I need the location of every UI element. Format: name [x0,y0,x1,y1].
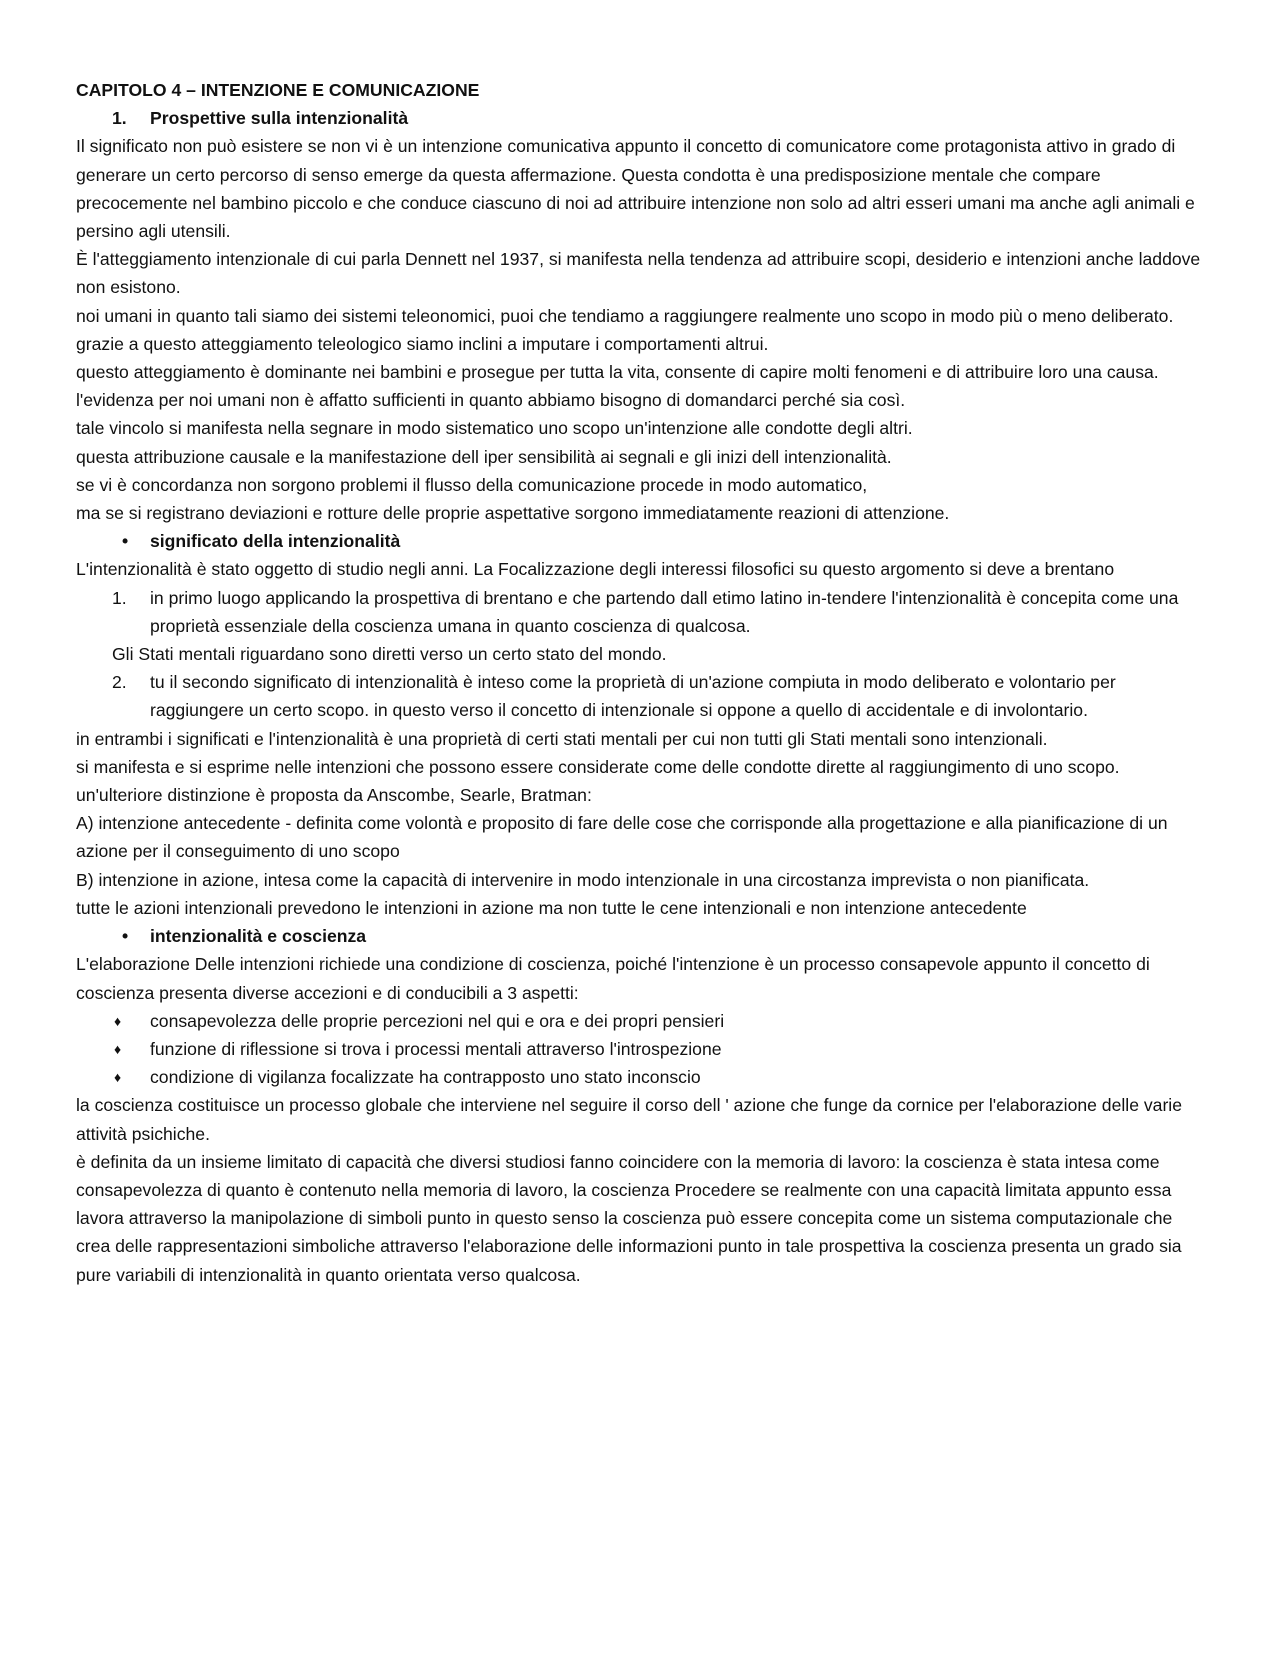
diamond-list-item [76,1035,1210,1063]
list-item-text: consapevolezza delle proprie percezioni nel qui e ora e dei propri pensieri [150,1010,725,1031]
paragraph: l'evidenza per noi umani non è affatto sufficienti in quanto abbiamo bisogno di domandarci perché sia così. [76,390,906,411]
diamond-list-item [76,1007,1210,1035]
numbered-list-item [76,668,1210,724]
paragraph: noi umani in quanto tali siamo dei sistemi teleonomici, puoi che tendiamo a raggiungere realmente uno scopo in modo più o meno deliberato. [76,305,1174,326]
list-number: 2. [112,672,127,693]
paragraph: grazie a questo atteggiamento teleologico siamo inclini a imputare i comportamenti altrui. [76,333,769,354]
section-heading-significato [76,527,1210,555]
diamond-bullet-icon: ♦ [114,1069,122,1086]
list-item-text: condizione di vigilanza focalizzate ha contrapposto uno stato inconscio [150,1067,701,1088]
paragraph: A) intenzione antecedente - definita come volontà e proposito di fare delle cose che corrisponde alla progettazione e alla pianificazione di un azione per il conseguimento di uno scopo [76,813,1168,862]
bullet-icon: • [122,531,129,552]
paragraph: Il significato non può esistere se non vi è un intenzione comunicativa appunto il concetto di comunicatore come protagonista attivo in grado di generare un certo percorso di senso emerge da questa affermazione. Questa condotta è una predisposizione mentale che compare precocemente nel bambino piccolo e che conduce ciascuno di noi ad attribuire intenzione non solo ad altri esseri umani ma anche agli animali e persino agli utensili. [76,136,1195,242]
section-heading-coscienza [76,922,1210,950]
paragraph: in entrambi i significati e l'intenzionalità è una proprietà di certi stati mentali per cui non tutti gli Stati mentali sono intenzionali. [76,728,1048,749]
paragraph: la coscienza costituisce un processo globale che interviene nel seguire il corso dell ' azione che funge da cornice per l'elaborazione delle varie attività psichiche. [76,1095,1183,1144]
diamond-bullet-icon: ♦ [114,1012,122,1029]
paragraph: È l'atteggiamento intenzionale di cui parla Dennett nel 1937, si manifesta nella tendenza ad attribuire scopi, desiderio e intenzioni anche laddove non esistono. [76,249,1201,298]
paragraph: questo atteggiamento è dominante nei bambini e prosegue per tutta la vita, consente di capire molti fenomeni e di attribuire loro una causa. [76,362,1159,383]
paragraph: tutte le azioni intenzionali prevedono le intenzioni in azione ma non tutte le cene intenzionali e non intenzione antecedente [76,897,1027,918]
paragraph: ma se si registrano deviazioni e rotture delle proprie aspettative sorgono immediatamente reazioni di attenzione. [76,503,950,524]
paragraph: se vi è concordanza non sorgono problemi il flusso della comunicazione procede in modo automatico, [76,474,868,495]
paragraph: è definita da un insieme limitato di capacità che diversi studiosi fanno coincidere con la memoria di lavoro: la coscienza è stata intesa come consapevolezza di quanto è contenuto nella memoria di lavoro, la coscienza Procedere se realmente con una capacità limitata appunto essa lavora attraverso la manipolazione di simboli punto in questo senso la coscienza può essere concepita come un sistema computazionale che crea delle rappresentazioni simboliche attraverso l'elaborazione delle informazioni punto in tale prospettiva la coscienza presenta un grado sia pure variabili di intenzionalità in quanto orientata verso qualcosa. [76,1151,1182,1285]
bullet-icon: • [122,926,129,947]
paragraph: tale vincolo si manifesta nella segnare in modo sistematico uno scopo un'intenzione alle condotte degli altri. [76,418,913,439]
list-number: 1. [112,587,127,608]
paragraph: questa attribuzione causale e la manifestazione dell iper sensibilità ai segnali e gli inizi dell intenzionalità. [76,446,892,467]
paragraph: B) intenzione in azione, intesa come la capacità di intervenire in modo intenzionale in una circostanza imprevista o non pianificata. [76,869,1090,890]
diamond-bullet-icon: ♦ [114,1040,122,1057]
chapter-title: CAPITOLO 4 – INTENZIONE E COMUNICAZIONE [76,80,480,100]
section-heading-text: intenzionalità e coscienza [150,926,367,947]
section-number: 1. [112,108,127,129]
numbered-list-item [76,584,1210,640]
list-note: Gli Stati mentali riguardano sono diretti verso un certo stato del mondo. [112,644,667,665]
diamond-list-item [76,1063,1210,1091]
section-heading-text: Prospettive sulla intenzionalità [150,108,409,129]
paragraph: L'elaborazione Delle intenzioni richiede una condizione di coscienza, poiché l'intenzione è un processo consapevole appunto il concetto di coscienza presenta diverse accezioni e di conducibili a 3 aspetti: [76,954,1150,1003]
paragraph: si manifesta e si esprime nelle intenzioni che possono essere considerate come delle condotte dirette al raggiungimento di uno scopo. [76,756,1120,777]
list-item-text: tu il secondo significato di intenzionalità è inteso come la proprietà di un'azione compiuta in modo deliberato e volontario per raggiungere un certo scopo. in questo verso il concetto di intenzionale si oppone a quello di accidentale e di involontario. [150,672,1116,721]
paragraph: L'intenzionalità è stato oggetto di studio negli anni. La Focalizzazione degli interessi filosofici su questo argomento si deve a brentano [76,559,1115,580]
section-heading-text: significato della intenzionalità [150,531,401,552]
list-item-text: in primo luogo applicando la prospettiva di brentano e che partendo dall etimo latino in-tendere l'intenzionalità è concepita come una proprietà essenziale della coscienza umana in quanto coscienza di qualcosa. [150,587,1179,636]
paragraph: un'ulteriore distinzione è proposta da Anscombe, Searle, Bratman: [76,785,592,806]
section-heading-prospettive [76,104,1210,132]
list-item-text: funzione di riflessione si trova i processi mentali attraverso l'introspezione [150,1038,722,1059]
